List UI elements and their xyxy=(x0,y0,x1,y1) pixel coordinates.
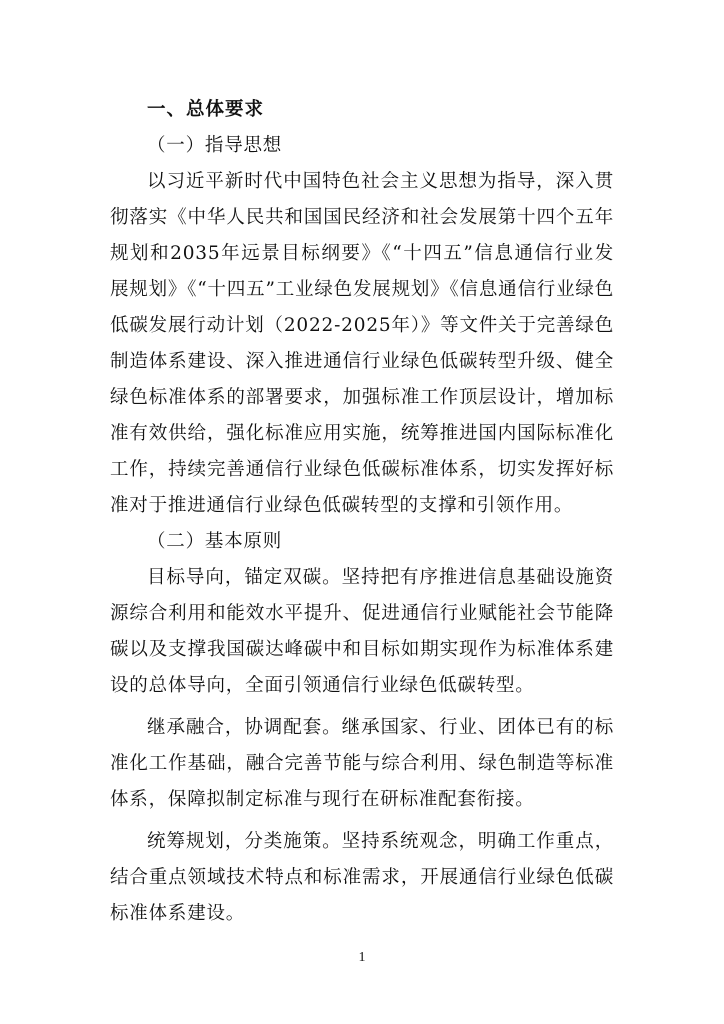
principle-paragraph: 统筹规划，分类施策。坚持系统观念，明确工作重点，结合重点领域技术特点和标准需求，开展通信行业绿色低碳标准体系建设。 xyxy=(110,831,614,924)
section-heading: 一、总体要求 xyxy=(147,99,265,120)
document-body xyxy=(110,92,614,938)
principle-paragraph: 继承融合，协调配套。继承国家、行业、团体已有的标准化工作基础，融合完善节能与综合利用、绿色制造等标准体系，保障拟制定标准与现行在研标准配套衔接。 xyxy=(110,717,614,810)
paragraph-guiding-ideology: 以习近平新时代中国特色社会主义思想为指导，深入贯彻落实《中华人民共和国国民经济和社会发展第十四个五年规划和2035年远景目标纲要》《“十四五”信息通信行业发展规划》《“十四五”工业绿色发展规划》《信息通信行业绿色低碳发展行动计划（2022-2025年）》等文件关于完善绿色制造体系建设、深入推进通信行业绿色低碳转型升级、健全绿色标准体系的部署要求，加强标准工作顶层设计，增加标准有效供给，强化标准应用实施，统筹推进国内国际标准化工作，持续完善通信行业绿色低碳标准体系，切实发挥好标准对于推进通信行业绿色低碳转型的支撑和引领作用。 xyxy=(110,171,614,516)
subsection-title-basic-principles: （二）基本原则 xyxy=(147,531,283,552)
subsection-title-guiding-ideology: （一）指导思想 xyxy=(147,135,283,156)
principle-paragraph: 目标导向，锚定双碳。坚持把有序推进信息基础设施资源综合利用和能效水平提升、促进通信行业赋能社会节能降碳以及支撑我国碳达峰碳中和目标如期实现作为标准体系建设的总体导向，全面引领通信行业绿色低碳转型。 xyxy=(110,567,614,696)
page-number: 1 xyxy=(358,950,366,965)
